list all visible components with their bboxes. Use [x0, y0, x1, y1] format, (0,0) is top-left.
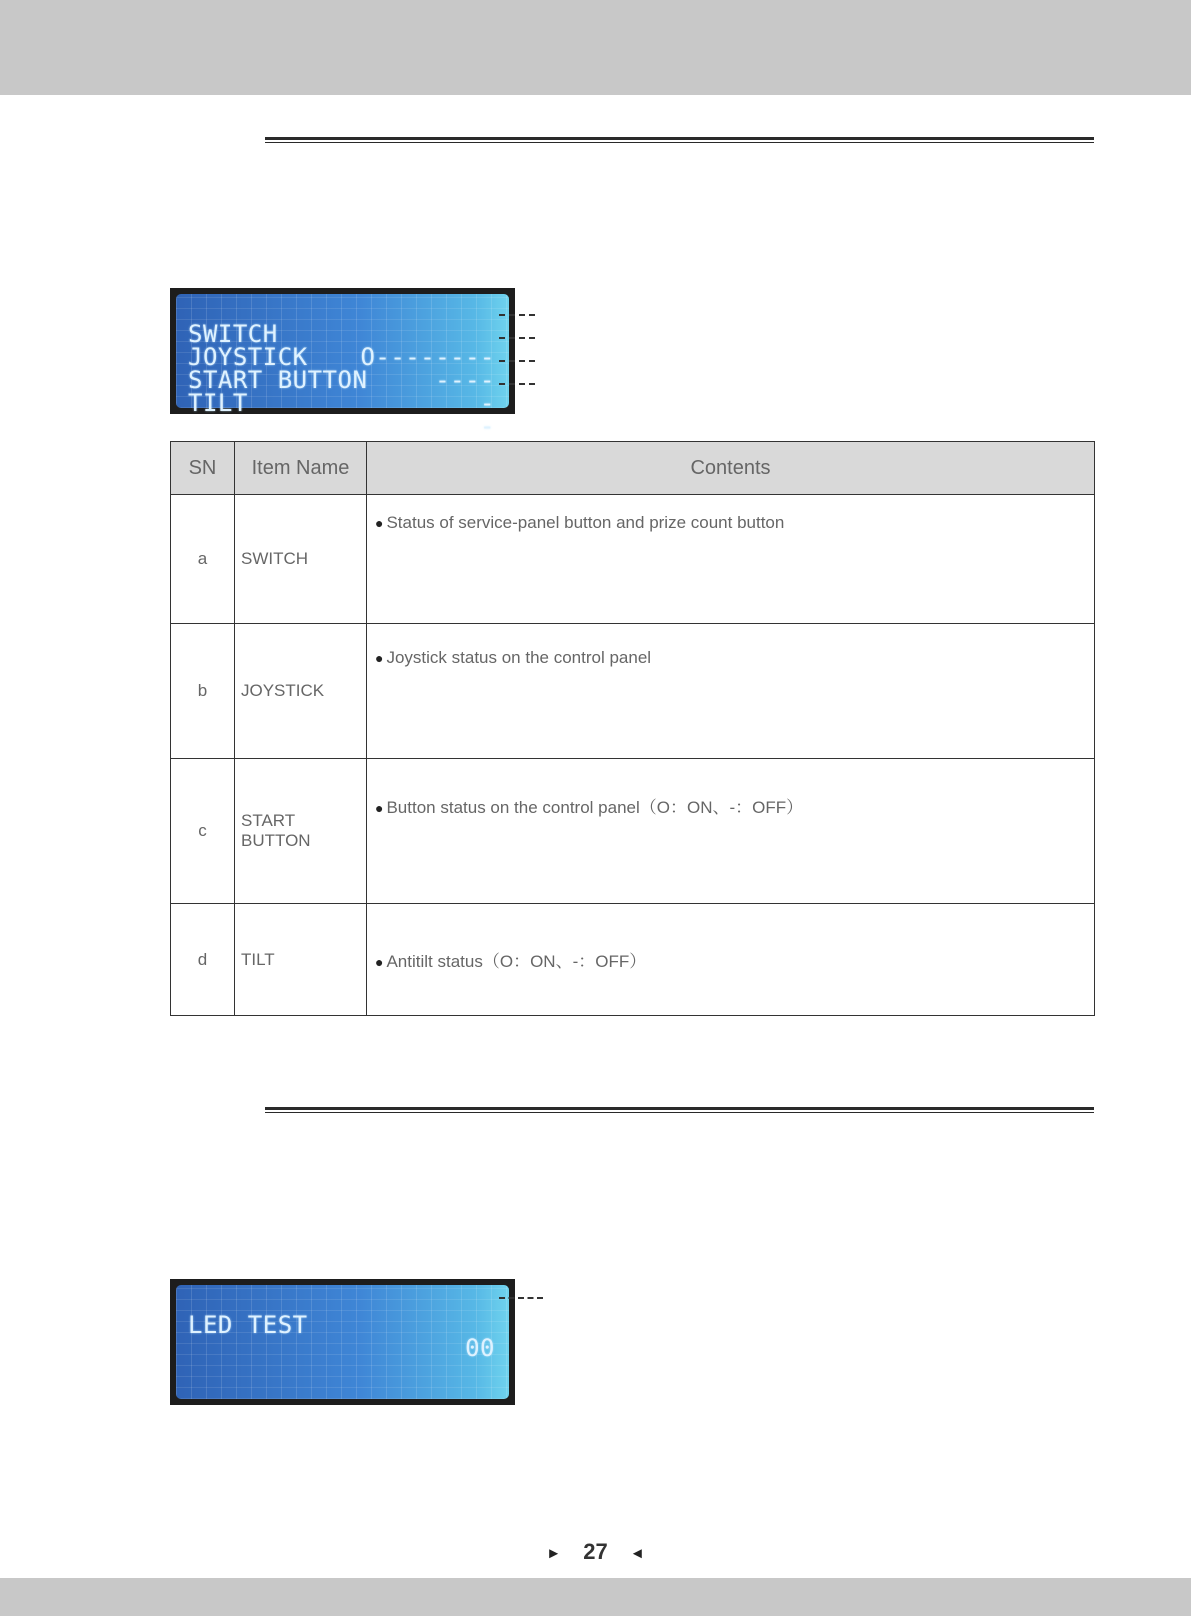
- bullet-text: ● Antitilt status（O：ON、-：OFF）: [375, 952, 646, 971]
- lcd-display-input-test: [170, 288, 515, 440]
- item-name-line-1: START: [241, 811, 296, 830]
- table-row: [171, 904, 1095, 1016]
- item-name-line-2: BUTTON: [241, 831, 311, 850]
- leader-line-b: [499, 337, 535, 339]
- bullet-text: ● Status of service-panel button and prize count button: [375, 513, 784, 532]
- cell-item-name: SWITCH: [235, 495, 367, 624]
- cell-sn: c: [171, 759, 235, 904]
- table-header-row: [171, 442, 1095, 495]
- cell-contents: [367, 624, 1095, 759]
- lcd-line-switch: SWITCH O--------: [188, 320, 495, 371]
- cell-item-name: TILT: [235, 904, 367, 1016]
- header-band: [0, 0, 1191, 95]
- lcd-line-tilt: TILT -: [188, 389, 495, 440]
- column-header-sn: SN: [171, 442, 235, 495]
- cell-item-name: [235, 759, 367, 904]
- cell-item-name: JOYSTICK: [235, 624, 367, 759]
- lcd-display-led-test: [170, 1279, 515, 1405]
- page-number: 27: [583, 1539, 608, 1564]
- leader-line-c: [499, 360, 535, 362]
- table-row: [171, 624, 1095, 759]
- leader-line-led: [499, 1297, 543, 1299]
- leader-line-a: [499, 314, 535, 316]
- input-test-table: [170, 441, 1095, 1016]
- lcd-line-joystick: JOYSTICK ----: [188, 343, 495, 394]
- bullet-text: ● Button status on the control panel（O：ON、-：OFF）: [375, 798, 803, 817]
- lcd-line-led-test: LED TEST 00: [188, 1311, 495, 1362]
- footer-band: [0, 1578, 1191, 1616]
- column-header-item-name: Item Name: [235, 442, 367, 495]
- right-pointer-icon: ►: [546, 1544, 562, 1562]
- cell-contents: [367, 495, 1095, 624]
- page-footer: [0, 1539, 1191, 1565]
- cell-contents: [367, 759, 1095, 904]
- section-rule-bottom: [265, 1107, 1094, 1113]
- cell-contents: [367, 904, 1095, 1016]
- bullet-text: ● Joystick status on the control panel: [375, 648, 651, 667]
- cell-sn: b: [171, 624, 235, 759]
- lcd-line-start-button: START BUTTON -: [188, 366, 495, 417]
- left-pointer-icon: ◄: [629, 1544, 645, 1562]
- column-header-contents: Contents: [367, 442, 1095, 495]
- cell-sn: d: [171, 904, 235, 1016]
- leader-line-d: [499, 383, 535, 385]
- table-row: [171, 495, 1095, 624]
- table-row: [171, 759, 1095, 904]
- cell-sn: a: [171, 495, 235, 624]
- section-rule-top: [265, 137, 1094, 143]
